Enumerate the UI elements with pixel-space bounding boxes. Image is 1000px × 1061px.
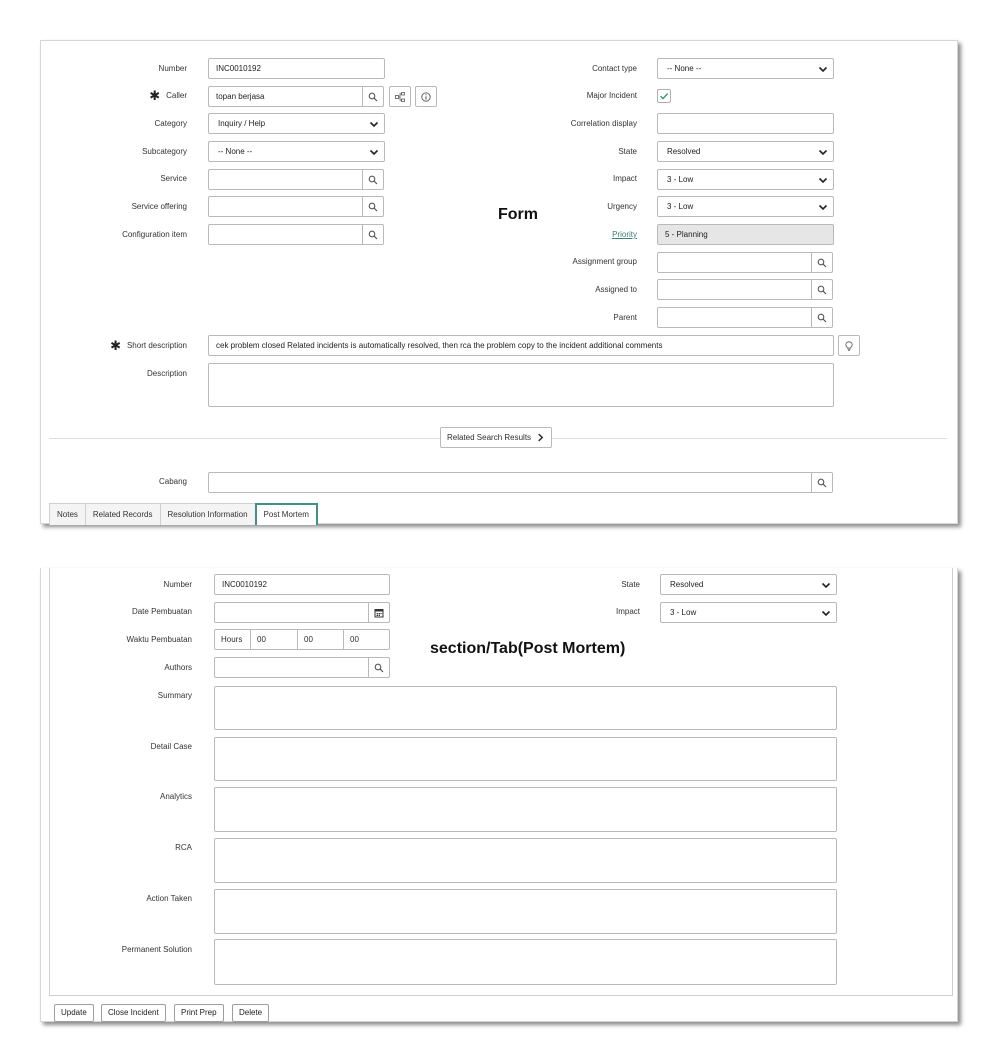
pm-authors-field[interactable] — [214, 657, 369, 678]
pm-action-taken-textarea[interactable] — [214, 889, 837, 934]
state-select[interactable] — [657, 141, 834, 162]
configuration-item-field[interactable] — [208, 224, 363, 245]
service-offering-lookup-button[interactable] — [362, 196, 384, 217]
section-annotation: section/Tab(Post Mortem) — [430, 640, 626, 657]
required-star-icon: ✱ — [149, 88, 161, 103]
pm-waktu-pembuatan-field[interactable] — [214, 629, 390, 650]
description-textarea[interactable] — [208, 363, 834, 407]
subcategory-select[interactable] — [208, 141, 385, 162]
print-prep-button[interactable]: Print Prep — [174, 1004, 224, 1022]
category-value: Inquiry / Help — [218, 119, 266, 128]
tab-post-mortem[interactable]: Post Mortem — [255, 503, 318, 525]
urgency-value: 3 - Low — [667, 202, 694, 211]
category-select[interactable] — [208, 113, 385, 134]
related-search-results-button[interactable] — [440, 427, 552, 448]
chevron-down-icon — [821, 580, 831, 590]
search-icon — [374, 663, 384, 673]
required-star-icon: ✱ — [110, 338, 121, 353]
short-description-label: ✱ Short description — [110, 338, 187, 353]
suggestion-button[interactable] — [838, 335, 860, 356]
pm-action-taken-label: Action Taken — [146, 894, 192, 903]
pm-analytics-label: Analytics — [159, 792, 192, 801]
contact-type-select[interactable] — [657, 58, 834, 79]
pm-state-select[interactable] — [660, 574, 837, 595]
pm-number-label: Number — [163, 580, 192, 589]
form-section-tabs — [49, 503, 317, 525]
subcategory-label: Subcategory — [142, 147, 187, 156]
impact-select[interactable] — [657, 169, 834, 190]
number-field[interactable]: INC0010192 — [208, 58, 385, 79]
tab-notes[interactable]: Notes — [49, 503, 86, 525]
caller-info-button[interactable] — [415, 86, 437, 107]
pm-impact-select[interactable] — [660, 602, 837, 623]
checkmark-icon — [659, 91, 669, 101]
pm-rca-textarea[interactable] — [214, 838, 837, 883]
chevron-down-icon — [818, 202, 828, 212]
correlation-display-label: Correlation display — [570, 119, 637, 128]
cabang-field[interactable] — [208, 472, 812, 493]
service-offering-label: Service offering — [131, 202, 187, 211]
assignment-group-field[interactable] — [657, 252, 812, 273]
hierarchy-icon — [395, 92, 405, 102]
lightbulb-icon — [844, 341, 854, 351]
related-search-label: Related Search Results — [447, 433, 532, 442]
incident-form-panel — [40, 40, 958, 524]
pm-rca-label: RCA — [175, 843, 192, 852]
contact-type-value: -- None -- — [667, 64, 702, 73]
assigned-to-lookup-button[interactable] — [811, 279, 833, 300]
impact-label: Impact — [612, 174, 637, 183]
search-icon — [817, 478, 827, 488]
pm-waktu-hours[interactable]: 00 — [251, 630, 298, 649]
urgency-label: Urgency — [607, 202, 637, 211]
pm-authors-label: Authors — [164, 663, 192, 672]
search-icon — [368, 202, 378, 212]
calendar-icon — [374, 608, 384, 618]
major-incident-checkbox[interactable] — [657, 89, 671, 103]
assigned-to-label: Assigned to — [595, 285, 637, 294]
urgency-select[interactable] — [657, 196, 834, 217]
delete-button[interactable]: Delete — [232, 1004, 269, 1022]
correlation-display-field[interactable] — [657, 113, 834, 134]
search-icon — [817, 258, 827, 268]
state-value: Resolved — [667, 147, 701, 156]
pm-date-picker-button[interactable] — [368, 602, 390, 623]
caller-hierarchy-button[interactable] — [389, 86, 411, 107]
pm-impact-label: Impact — [615, 607, 640, 616]
chevron-down-icon — [369, 119, 379, 129]
pm-date-pembuatan-label: Date Pembuatan — [131, 607, 192, 616]
contact-type-label: Contact type — [592, 64, 637, 73]
search-icon — [817, 313, 827, 323]
pm-waktu-minutes[interactable]: 00 — [298, 630, 344, 649]
service-offering-field[interactable] — [208, 196, 363, 217]
service-field[interactable] — [208, 169, 363, 190]
pm-waktu-pembuatan-label: Waktu Pembuatan — [126, 635, 192, 644]
pm-waktu-seconds[interactable]: 00 — [350, 635, 359, 644]
pm-state-label: State — [621, 580, 640, 589]
caller-field[interactable]: topan berjasa — [208, 86, 363, 107]
priority-link[interactable]: Priority — [612, 230, 637, 239]
impact-value: 3 - Low — [667, 175, 694, 184]
chevron-down-icon — [369, 147, 379, 157]
search-icon — [817, 285, 827, 295]
configuration-item-label: Configuration item — [122, 230, 187, 239]
caller-lookup-button[interactable] — [362, 86, 384, 107]
configuration-item-lookup-button[interactable] — [362, 224, 384, 245]
chevron-down-icon — [818, 64, 828, 74]
chevron-right-icon — [536, 433, 545, 442]
state-label: State — [618, 147, 637, 156]
pm-impact-value: 3 - Low — [670, 608, 697, 617]
pm-waktu-unit: Hours — [215, 630, 251, 649]
pm-number-field[interactable]: INC0010192 — [214, 574, 390, 595]
chevron-down-icon — [821, 608, 831, 618]
short-description-field[interactable]: cek problem closed Related incidents is automatically resolved, then rca the problem copy to the incident additional comments — [208, 335, 834, 356]
pm-summary-textarea[interactable] — [214, 686, 837, 730]
pm-permanent-solution-textarea[interactable] — [214, 939, 837, 985]
service-label: Service — [160, 174, 187, 183]
search-icon — [368, 230, 378, 240]
pm-summary-label: Summary — [157, 691, 192, 700]
pm-date-pembuatan-field[interactable] — [214, 602, 369, 623]
info-icon — [421, 92, 431, 102]
caller-label: ✱ Caller — [149, 88, 187, 103]
parent-field[interactable] — [657, 307, 812, 328]
chevron-down-icon — [818, 147, 828, 157]
form-annotation: Form — [498, 206, 538, 223]
assigned-to-field[interactable] — [657, 279, 812, 300]
parent-lookup-button[interactable] — [811, 307, 833, 328]
priority-field: 5 - Planning — [657, 224, 834, 245]
pm-detail-case-textarea[interactable] — [214, 737, 837, 781]
pm-state-value: Resolved — [670, 580, 704, 589]
search-icon — [368, 92, 378, 102]
category-label: Category — [154, 119, 187, 128]
description-label: Description — [146, 369, 187, 378]
close-incident-button[interactable]: Close Incident — [101, 1004, 166, 1022]
tab-resolution-information[interactable]: Resolution Information — [160, 503, 256, 525]
cabang-lookup-button[interactable] — [811, 472, 833, 493]
chevron-down-icon — [818, 175, 828, 185]
major-incident-label: Major Incident — [586, 91, 637, 100]
update-button[interactable]: Update — [54, 1004, 94, 1022]
number-label: Number — [158, 64, 187, 73]
assignment-group-label: Assignment group — [572, 257, 637, 266]
pm-analytics-textarea[interactable] — [214, 787, 837, 832]
service-lookup-button[interactable] — [362, 169, 384, 190]
post-mortem-panel — [40, 568, 958, 1022]
cabang-label: Cabang — [158, 477, 187, 486]
pm-permanent-solution-label: Permanent Solution — [121, 945, 192, 954]
assignment-group-lookup-button[interactable] — [811, 252, 833, 273]
pm-authors-lookup-button[interactable] — [368, 657, 390, 678]
parent-label: Parent — [613, 313, 637, 322]
search-icon — [368, 175, 378, 185]
pm-detail-case-label: Detail Case — [150, 742, 192, 751]
subcategory-value: -- None -- — [218, 147, 253, 156]
tab-related-records[interactable]: Related Records — [85, 503, 161, 525]
